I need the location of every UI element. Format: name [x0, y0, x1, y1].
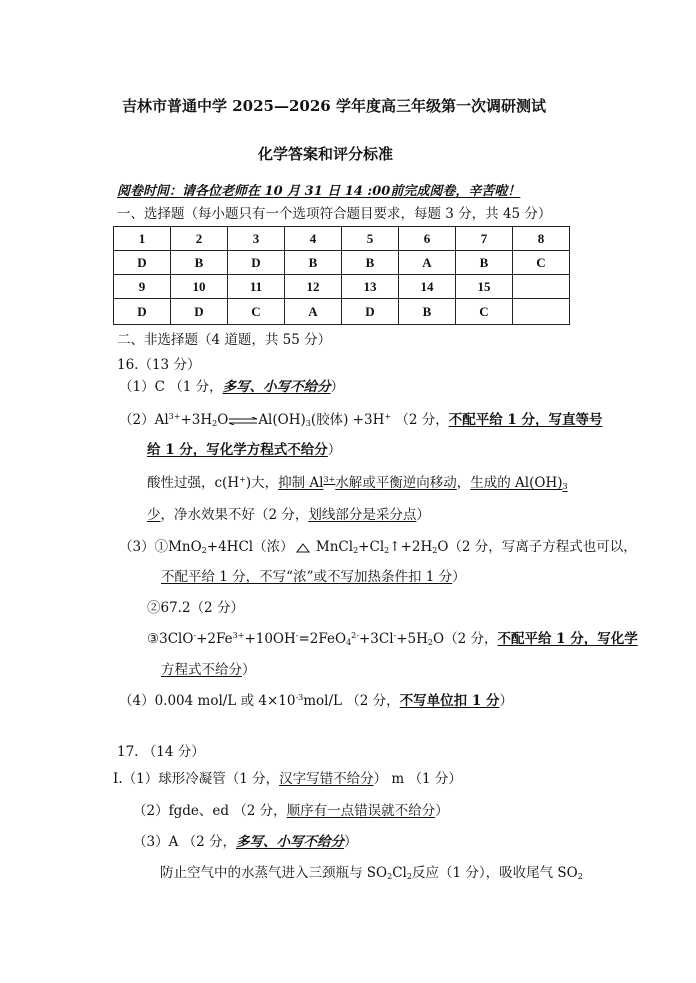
- table-cell: C: [228, 299, 285, 325]
- table-cell: D: [228, 251, 285, 275]
- table-cell: D: [342, 299, 399, 325]
- table-cell: B: [285, 251, 342, 275]
- table-cell: C: [456, 299, 513, 325]
- q16-part3-3: $③3ClO^-+2Fe^{3+}+10OH^-=2FeO_4^{2-}+3Cl^-+5H_2O(2$ 分，不配平给 1 分，写化学: [147, 631, 638, 647]
- table-cell: B: [399, 299, 456, 325]
- table-cell: B: [342, 251, 399, 275]
- table-cell: 9: [114, 275, 171, 299]
- q16-part1: （1）C （1 分，多写、小写不给分）: [119, 379, 345, 395]
- doc-title: 吉林市普通中学 2025—2026 学年度高三年级第一次调研测试: [122, 97, 546, 115]
- table-cell: [513, 275, 570, 299]
- table-row: [114, 275, 570, 299]
- table-cell: D: [171, 299, 228, 325]
- table-cell: 13: [342, 275, 399, 299]
- table-cell: B: [171, 251, 228, 275]
- table-cell: A: [399, 251, 456, 275]
- table-cell: D: [114, 299, 171, 325]
- q16-part2-cont: 给 1 分，写化学方程式不给分）: [147, 442, 342, 458]
- q16-heading: 16.（13 分）: [117, 357, 201, 373]
- q17-part1: Ⅰ.（1）球形冷凝管（1 分，汉字写错不给分） m （1 分）: [113, 771, 462, 787]
- heating-triangle-icon: [296, 543, 310, 553]
- q16-part2-equation: $(2)Al^{3+}+3H_2O$ $Al(OH)_3$(胶体) +3H+ （2 分，不配平给 1 分，写直等号: [119, 412, 603, 428]
- table-cell: 3: [228, 227, 285, 251]
- table-cell: A: [285, 299, 342, 325]
- answer-table: [113, 226, 570, 325]
- q16-part2-result: 少，净水效果不好（2 分，划线部分是采分点）: [147, 507, 430, 523]
- equilibrium-arrow-icon: [228, 417, 258, 425]
- q16-part3-2: ②67.2（2 分）: [147, 600, 244, 616]
- section-1-title: 一、选择题（每小题只有一个选项符合题目要求，每题 3 分，共 45 分）: [117, 206, 552, 222]
- table-cell: 7: [456, 227, 513, 251]
- q16-part2-reason: 酸性过强，c(H+)大，抑制 $Al^{3+}$水解或平衡逆向移动，生成的 $Al(OH)_3$: [147, 475, 568, 491]
- table-cell: C: [513, 251, 570, 275]
- table-cell: 14: [399, 275, 456, 299]
- table-cell: 2: [171, 227, 228, 251]
- table-cell: D: [114, 251, 171, 275]
- table-cell: B: [456, 251, 513, 275]
- table-cell: [513, 299, 570, 325]
- table-cell: 8: [513, 227, 570, 251]
- table-row: [114, 299, 570, 325]
- table-row: [114, 227, 570, 251]
- q17-heading: 17. （14 分）: [117, 744, 205, 760]
- deadline-note: 阅卷时间：请各位老师在 10 月 31 日 14 :00前完成阅卷，辛苦啦！: [117, 184, 521, 199]
- q16-part3-1: （3）①MnO$_2$+4HCl（浓） $MnCl_2+Cl_2↑+2H_2O(2$ 分，写离子方程式也可以，: [119, 539, 637, 555]
- q17-part2: （2）fgde、ed （2 分，顺序有一点错误就不给分）: [133, 803, 449, 819]
- table-cell: 6: [399, 227, 456, 251]
- table-cell: 10: [171, 275, 228, 299]
- table-cell: 11: [228, 275, 285, 299]
- table-cell: 4: [285, 227, 342, 251]
- table-cell: 15: [456, 275, 513, 299]
- table-cell: 1: [114, 227, 171, 251]
- section-2-title: 二、非选择题（4 道题，共 55 分）: [117, 332, 332, 348]
- doc-subtitle: 化学答案和评分标准: [258, 145, 394, 163]
- q16-part3-3-cont: 方程式不给分）: [161, 662, 256, 678]
- q17-part3: （3）A （2 分，多写、小写不给分）: [133, 834, 358, 850]
- table-cell: 12: [285, 275, 342, 299]
- table-cell: 5: [342, 227, 399, 251]
- q16-part4: （4）0.004 mol/L 或 $4\times 10^{-3}mol/L$ （2 分，不写单位扣 1 分）: [119, 693, 513, 709]
- table-row: [114, 251, 570, 275]
- q16-part3-1-cont: 不配平给 1 分，不写“浓”或不写加热条件扣 1 分）: [161, 569, 466, 585]
- q17-part3-reason: 防止空气中的水蒸气进入三颈瓶与 $SO_2Cl_2$反应（1 分），吸收尾气 $SO_2$: [160, 865, 583, 881]
